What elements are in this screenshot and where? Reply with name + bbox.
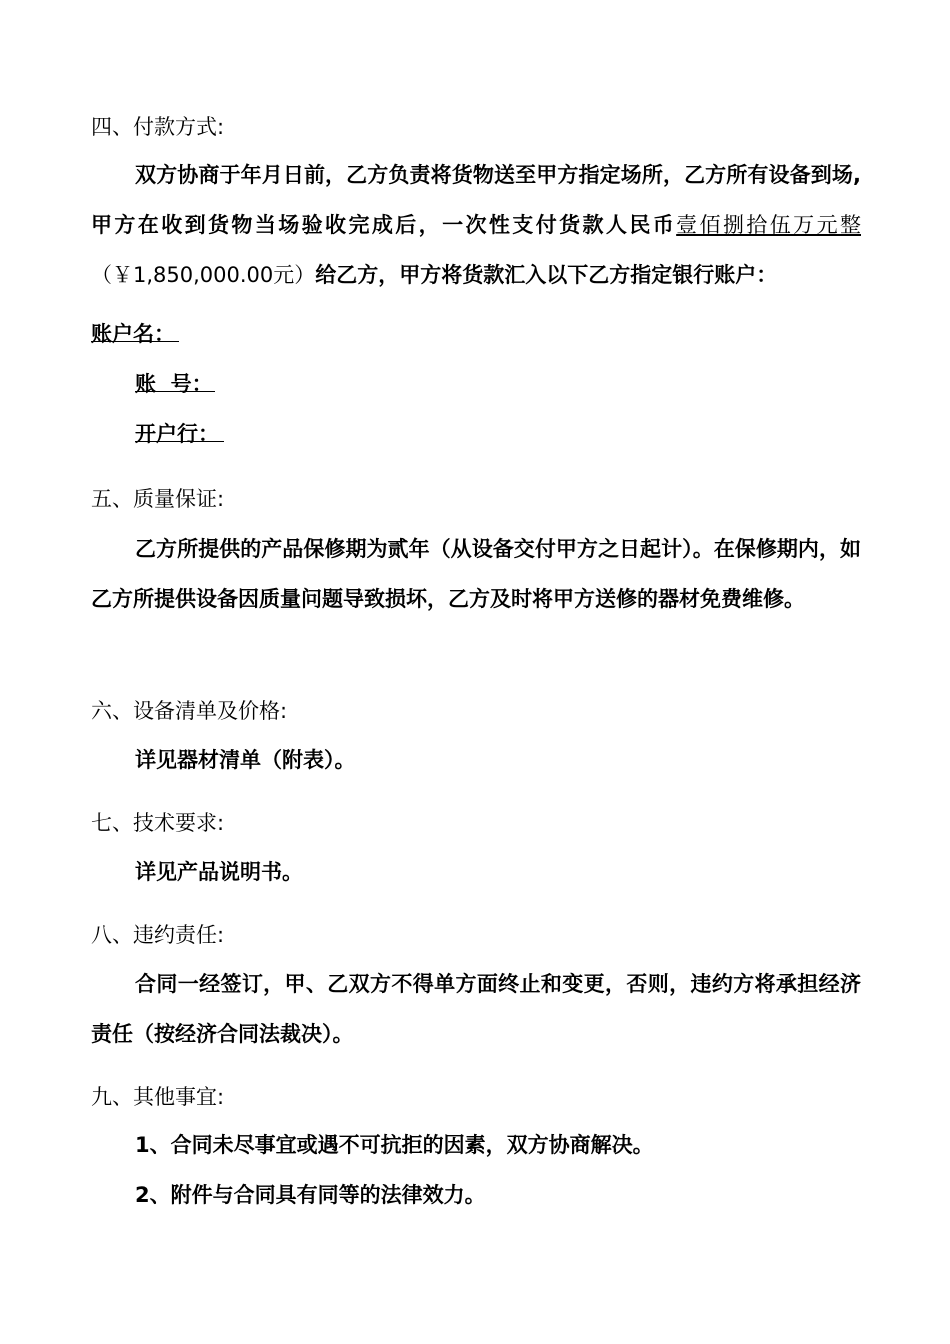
payment-text-b: 给乙方，甲方将货款汇入以下乙方指定银行账户： bbox=[315, 263, 778, 287]
section-heading-other: 九、其他事宜: bbox=[91, 1085, 225, 1109]
equipment-paragraph: 详见器材清单（附表）。 bbox=[135, 748, 356, 772]
section-heading-equipment: 六、设备清单及价格: bbox=[91, 699, 288, 723]
other-item-2: 2、附件与合同具有同等的法律效力。 bbox=[135, 1183, 486, 1207]
other-item-1: 1、合同未尽事宜或遇不可抗拒的因素，双方协商解决。 bbox=[135, 1133, 654, 1157]
payment-paragraph bbox=[91, 150, 861, 300]
payment-text-a: 双方协商于年月日前，乙方负责将货物送至甲方指定场所，乙方所有设备到场,甲方在收到货物当场验收完成后，一次性支付货款人民币 bbox=[91, 163, 861, 237]
bank-label: 开户行： bbox=[135, 419, 224, 442]
section-heading-quality: 五、质量保证: bbox=[91, 487, 225, 511]
account-name-label: 账户名： bbox=[91, 319, 179, 342]
payment-amount-words: 壹佰捌拾伍万元整 bbox=[676, 213, 861, 237]
payment-amount-numeric: （￥1,850,000.00元） bbox=[91, 263, 316, 287]
section-heading-breach: 八、违约责任: bbox=[91, 923, 225, 947]
breach-paragraph: 合同一经签订，甲、乙双方不得单方面终止和变更，否则，违约方将承担经济责任（按经济合同法裁决）。 bbox=[91, 972, 861, 1046]
technical-paragraph: 详见产品说明书。 bbox=[135, 860, 303, 884]
account-number-line bbox=[135, 362, 215, 396]
account-number-label: 账 号： bbox=[135, 369, 215, 392]
account-name-line bbox=[91, 312, 179, 346]
section-heading-technical: 七、技术要求: bbox=[91, 811, 225, 835]
section-heading-payment: 四、付款方式: bbox=[91, 115, 225, 139]
bank-line bbox=[135, 412, 224, 446]
quality-paragraph: 乙方所提供的产品保修期为贰年（从设备交付甲方之日起计）。在保修期内，如乙方所提供设备因质量问题导致损坏，乙方及时将甲方送修的器材免费维修。 bbox=[91, 537, 861, 611]
